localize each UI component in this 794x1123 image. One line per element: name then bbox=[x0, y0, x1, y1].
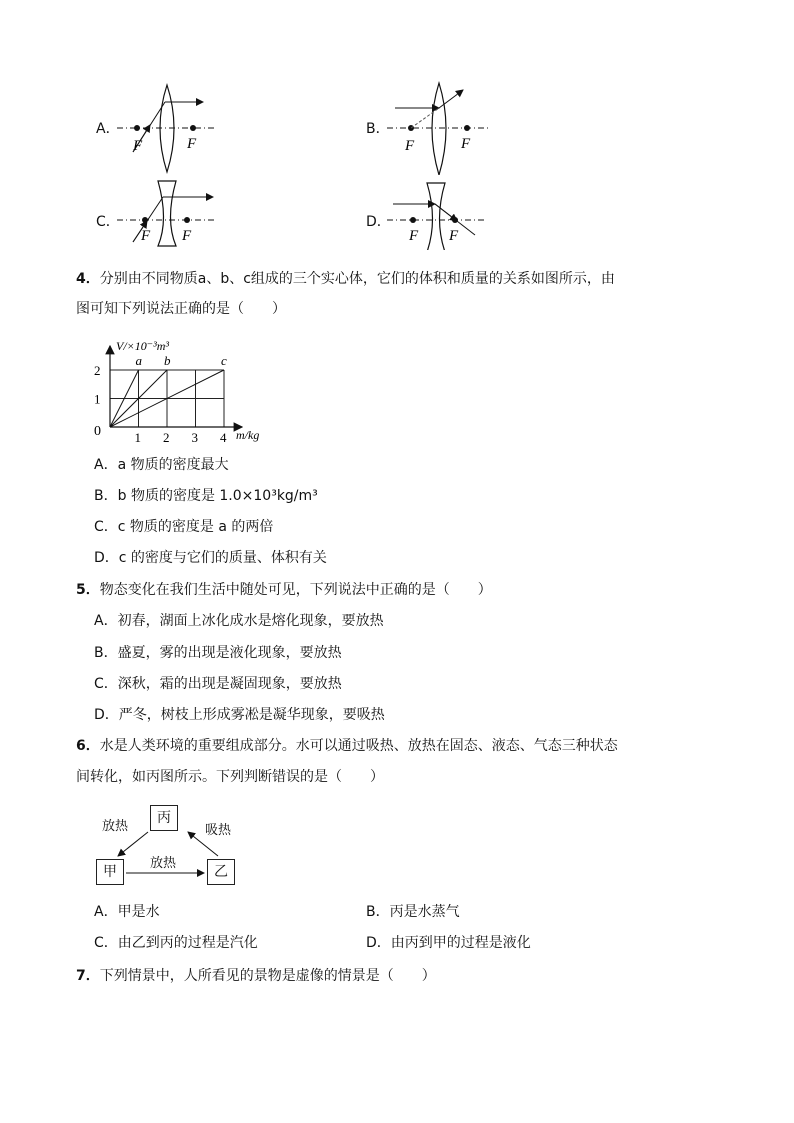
svg-text:F: F bbox=[133, 138, 143, 154]
q5-stem: 5．物态变化在我们生活中随处可见，下列说法中正确的是（ ） bbox=[76, 582, 492, 598]
series-label-a: a bbox=[135, 353, 142, 368]
lens-diagram-c bbox=[115, 178, 225, 248]
x-tick-label: 4 bbox=[220, 430, 227, 445]
svg-text:F: F bbox=[182, 228, 192, 244]
focus-point-right bbox=[464, 125, 470, 131]
state-box-left: 甲 bbox=[96, 859, 124, 885]
label-absorb-heat: 吸热 bbox=[205, 823, 232, 838]
svg-text:F: F bbox=[461, 136, 471, 152]
concave-lens bbox=[158, 181, 176, 246]
q6-stem-line1: 6．水是人类环境的重要组成部分。水可以通过吸热、放热在固态、液态、气态三种状态 bbox=[76, 738, 618, 754]
q4-option-d: D．c 的密度与它们的质量、体积有关 bbox=[94, 550, 327, 566]
q4-option-b: B．b 物质的密度是 1.0×10³kg/m³ bbox=[94, 488, 318, 504]
lens-diagram-d bbox=[385, 180, 495, 250]
svg-text:F: F bbox=[449, 228, 459, 244]
x-tick-label: 3 bbox=[191, 430, 198, 445]
convex-lens bbox=[432, 83, 446, 175]
lens-diagram-b bbox=[385, 80, 495, 175]
x-tick-label: 1 bbox=[134, 430, 141, 445]
svg-text:F: F bbox=[409, 228, 419, 244]
y-axis-label: V/×10⁻³m³ bbox=[116, 339, 169, 353]
q5-number: 5． bbox=[76, 582, 100, 598]
state-arrows bbox=[90, 800, 250, 890]
x-tick-label: 2 bbox=[163, 430, 170, 445]
option-a-label: A． bbox=[96, 121, 120, 137]
q4-number: 4． bbox=[76, 271, 100, 287]
q6-number: 6． bbox=[76, 738, 100, 754]
svg-text:F: F bbox=[141, 228, 151, 244]
q6-option-d: D．由丙到甲的过程是液化 bbox=[366, 935, 531, 951]
series-label-b: b bbox=[164, 353, 171, 368]
q5-option-d: D．严冬，树枝上形成雾凇是凝华现象，要吸热 bbox=[94, 707, 385, 723]
focus-point-right bbox=[190, 125, 196, 131]
q5-option-a: A．初春，湖面上冰化成水是熔化现象，要放热 bbox=[94, 613, 384, 629]
q4-stem-line1: 4．分别由不同物质a、b、c组成的三个实心体，它们的体积和质量的关系如图所示，由 bbox=[76, 271, 615, 287]
q5-option-b: B．盛夏，雾的出现是液化现象，要放热 bbox=[94, 645, 342, 661]
q5-option-c: C．深秋，霜的出现是凝固现象，要放热 bbox=[94, 676, 342, 692]
svg-text:F: F bbox=[405, 138, 415, 154]
x-axis-label: m/kg bbox=[236, 428, 260, 442]
concave-lens bbox=[427, 183, 445, 250]
extension-line bbox=[411, 108, 439, 128]
y-tick-label: 1 bbox=[94, 391, 101, 407]
q4-stem-line2: 图可知下列说法正确的是（ ） bbox=[76, 301, 286, 317]
option-d-label: D． bbox=[366, 214, 391, 230]
q7-stem: 7．下列情景中，人所看见的景物是虚像的情景是（ ） bbox=[76, 968, 436, 984]
focus-point-left bbox=[134, 125, 140, 131]
q6-option-c: C．由乙到丙的过程是汽化 bbox=[94, 935, 258, 951]
state-box-right: 乙 bbox=[207, 859, 235, 885]
focus-point-left bbox=[410, 217, 416, 223]
focus-point-right bbox=[184, 217, 190, 223]
q6-option-b: B．丙是水蒸气 bbox=[366, 904, 460, 920]
option-b-label: B． bbox=[366, 121, 390, 137]
svg-text:F: F bbox=[187, 136, 197, 152]
q4-option-c: C．c 物质的密度是 a 的两倍 bbox=[94, 519, 274, 535]
q4-option-a: A．a 物质的密度最大 bbox=[94, 457, 229, 473]
origin-label: 0 bbox=[94, 424, 101, 439]
state-box-top: 丙 bbox=[150, 805, 178, 831]
label-release-heat-bottom: 放热 bbox=[150, 856, 177, 871]
series-label-c: c bbox=[221, 353, 227, 368]
option-c-label: C． bbox=[96, 214, 120, 230]
q7-number: 7． bbox=[76, 968, 100, 984]
y-tick-label: 2 bbox=[94, 363, 101, 378]
lens-diagram-a bbox=[115, 80, 225, 175]
volume-mass-chart bbox=[88, 328, 273, 446]
q6-stem-line2: 间转化，如丙图所示。下列判断错误的是（ ） bbox=[76, 769, 384, 785]
label-release-heat-left: 放热 bbox=[102, 819, 129, 834]
q6-option-a: A．甲是水 bbox=[94, 904, 160, 920]
